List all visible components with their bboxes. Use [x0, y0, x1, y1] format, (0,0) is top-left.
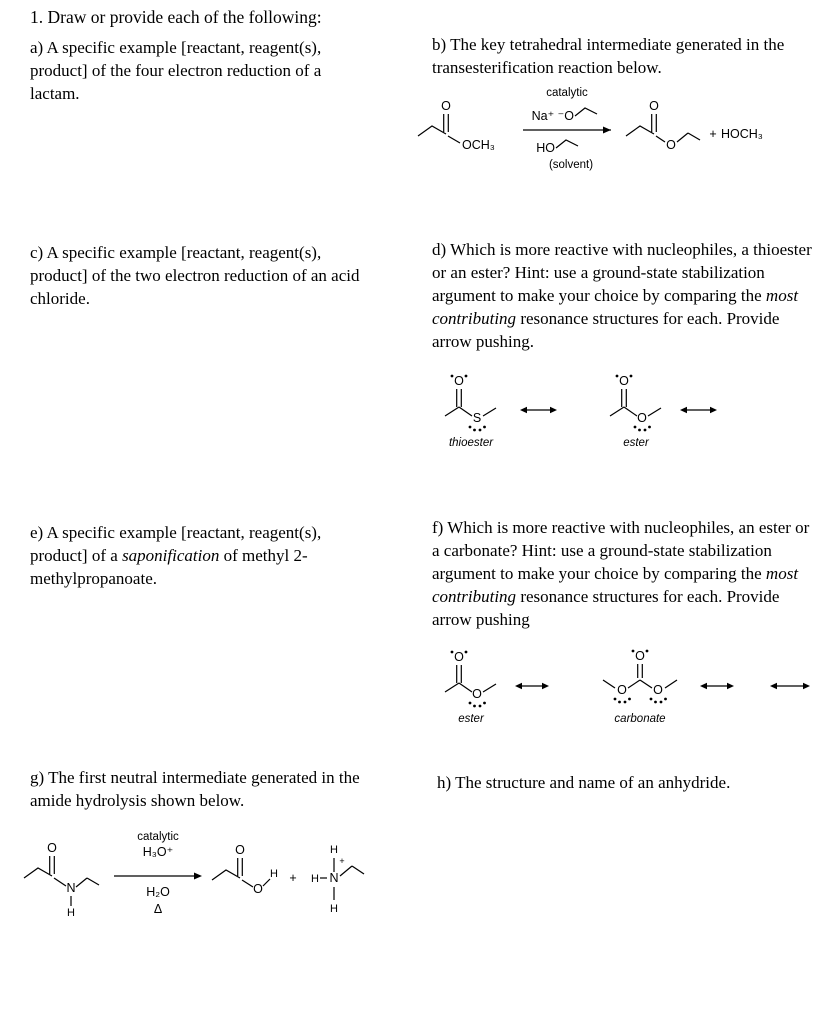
resonance-arrow — [700, 683, 734, 689]
carbonyl-oxygen-label: O — [619, 374, 629, 388]
left-oxygen-label: O — [617, 683, 627, 697]
amide-structure — [24, 841, 99, 919]
bridge-oxygen-label: O — [472, 687, 482, 701]
bottom-hydrogen-label: H — [330, 903, 338, 915]
ethanol-ethyl-chain — [556, 140, 578, 148]
ester-label: ester — [458, 713, 484, 725]
problem-g-label: g) — [30, 768, 45, 787]
problem-e-text-post: of methyl 2-methylpropanoate. — [30, 546, 308, 588]
ethoxide-ethyl-chain — [575, 108, 597, 116]
methoxy-group-label: OCH₃ — [462, 138, 495, 152]
problem-e — [30, 521, 375, 590]
sodium-ethoxide-label: Na⁺ ⁻O — [531, 109, 574, 123]
page-title — [30, 6, 530, 29]
bridge-oxygen-label: O — [637, 411, 647, 425]
thioester-ester-comparison — [425, 364, 735, 452]
right-oxygen-label: O — [653, 683, 663, 697]
problem-d-text-italic: most contributing — [432, 286, 799, 328]
reaction-arrow — [523, 127, 611, 134]
resonance-arrow — [680, 407, 717, 413]
problem-b-label: b) — [432, 35, 447, 54]
plus-sign: + — [709, 127, 717, 141]
carbonyl-oxygen-label: O — [235, 843, 245, 857]
transesterification-scheme — [408, 74, 808, 174]
page-title-text: 1. Draw or provide each of the following: — [30, 7, 322, 27]
problem-d-text-post: resonance structures for each. Provide arrow pushing. — [432, 309, 780, 351]
catalytic-label: catalytic — [546, 87, 588, 99]
plus-sign: + — [289, 871, 297, 885]
solvent-label: (solvent) — [548, 159, 594, 171]
carboxylic-acid-structure — [212, 843, 278, 896]
problem-d — [432, 238, 817, 353]
lone-pair-dots — [650, 698, 667, 704]
bridge-oxygen-label: O — [666, 138, 676, 152]
heat-delta-label: Δ — [153, 902, 163, 916]
reaction-conditions — [137, 831, 179, 916]
ethanol-label: HO — [536, 141, 555, 155]
resonance-arrow — [520, 407, 557, 413]
thioester-structure — [445, 374, 496, 449]
problem-f — [432, 516, 817, 631]
methanol-byproduct-label: HOCH₃ — [721, 127, 763, 141]
ester-structure — [445, 650, 496, 725]
ester-label: ester — [623, 437, 649, 449]
problem-b-text: The key tetrahedral intermediate generated in the transesterification reaction below. — [432, 35, 785, 77]
carbonyl-oxygen-label: O — [47, 841, 57, 855]
problem-d-text-pre: Which is more reactive with nucleophiles, a thioester or an ester? Hint: use a ground-state stabilization argument to make your choice by comparing the — [432, 240, 812, 305]
problem-a — [30, 36, 375, 105]
carbonate-structure — [603, 649, 677, 725]
lone-pair-dots — [469, 702, 486, 708]
lone-pair-dots — [634, 426, 651, 432]
problem-e-label: e) — [30, 523, 44, 542]
positive-charge-label: + — [339, 856, 345, 866]
problem-c-label: c) — [30, 243, 44, 262]
problem-f-text-italic: most contributing — [432, 564, 799, 606]
nitrogen-label: N — [329, 871, 339, 885]
hydronium-label: H₃O⁺ — [142, 845, 174, 859]
carbonyl-oxygen-label: O — [454, 374, 464, 388]
lone-pair-dots — [614, 698, 631, 704]
thioester-label: thioester — [448, 437, 494, 449]
carbonyl-oxygen-label: O — [441, 99, 451, 113]
problem-g-text: The first neutral intermediate generated in the amide hydrolysis shown below. — [30, 768, 360, 810]
problem-c — [30, 241, 375, 310]
sulfur-label: S — [472, 411, 482, 425]
left-hydrogen-label: H — [311, 873, 319, 885]
catalytic-label: catalytic — [137, 831, 179, 843]
water-label: H₂O — [146, 885, 170, 899]
ester-structure — [610, 374, 661, 449]
problem-f-label: f) — [432, 518, 444, 537]
ethyl-propanoate-structure — [626, 99, 700, 152]
oh-hydrogen-label: H — [270, 868, 278, 880]
problem-c-text: A specific example [reactant, reagent(s), product] of the two electron reduction of an acid chloride. — [30, 243, 360, 308]
methyl-propanoate-structure — [418, 99, 495, 152]
problem-a-text: A specific example [reactant, reagent(s), product] of the four electron reduction of a lactam. — [30, 38, 322, 103]
problem-f-text-pre: Which is more reactive with nucleophiles, an ester or a carbonate? Hint: use a ground-state stabilization argument to make your choice by comparing the — [432, 518, 810, 583]
problem-e-text-italic: saponification — [122, 546, 220, 565]
problem-b — [432, 33, 817, 79]
amide-hydrolysis-scheme — [16, 820, 396, 930]
carbonyl-oxygen-label: O — [649, 99, 659, 113]
resonance-arrow — [770, 683, 810, 689]
problem-g — [30, 766, 395, 812]
lone-pair-dots — [469, 426, 486, 432]
reaction-conditions — [532, 87, 597, 171]
problem-h-text: The structure and name of an anhydride. — [455, 773, 731, 792]
ethylammonium-structure — [311, 844, 364, 915]
problem-a-label: a) — [30, 38, 44, 57]
nitrogen-label: N — [66, 881, 76, 895]
nh-hydrogen-label: H — [67, 907, 75, 919]
top-hydrogen-label: H — [330, 844, 338, 856]
reaction-arrow — [114, 873, 202, 880]
ester-carbonate-comparison — [425, 640, 825, 728]
resonance-arrow — [515, 683, 549, 689]
problem-h — [437, 771, 817, 794]
carbonyl-oxygen-label: O — [454, 650, 464, 664]
problem-h-label: h) — [437, 773, 452, 792]
carbonyl-oxygen-label: O — [635, 649, 645, 663]
problem-e-text-pre: A specific example [reactant, reagent(s), product] of a — [30, 523, 322, 565]
hydroxyl-oxygen-label: O — [253, 882, 263, 896]
carbonate-label: carbonate — [614, 713, 666, 725]
problem-d-label: d) — [432, 240, 447, 259]
problem-f-text-post: resonance structures for each. Provide arrow pushing — [432, 587, 780, 629]
